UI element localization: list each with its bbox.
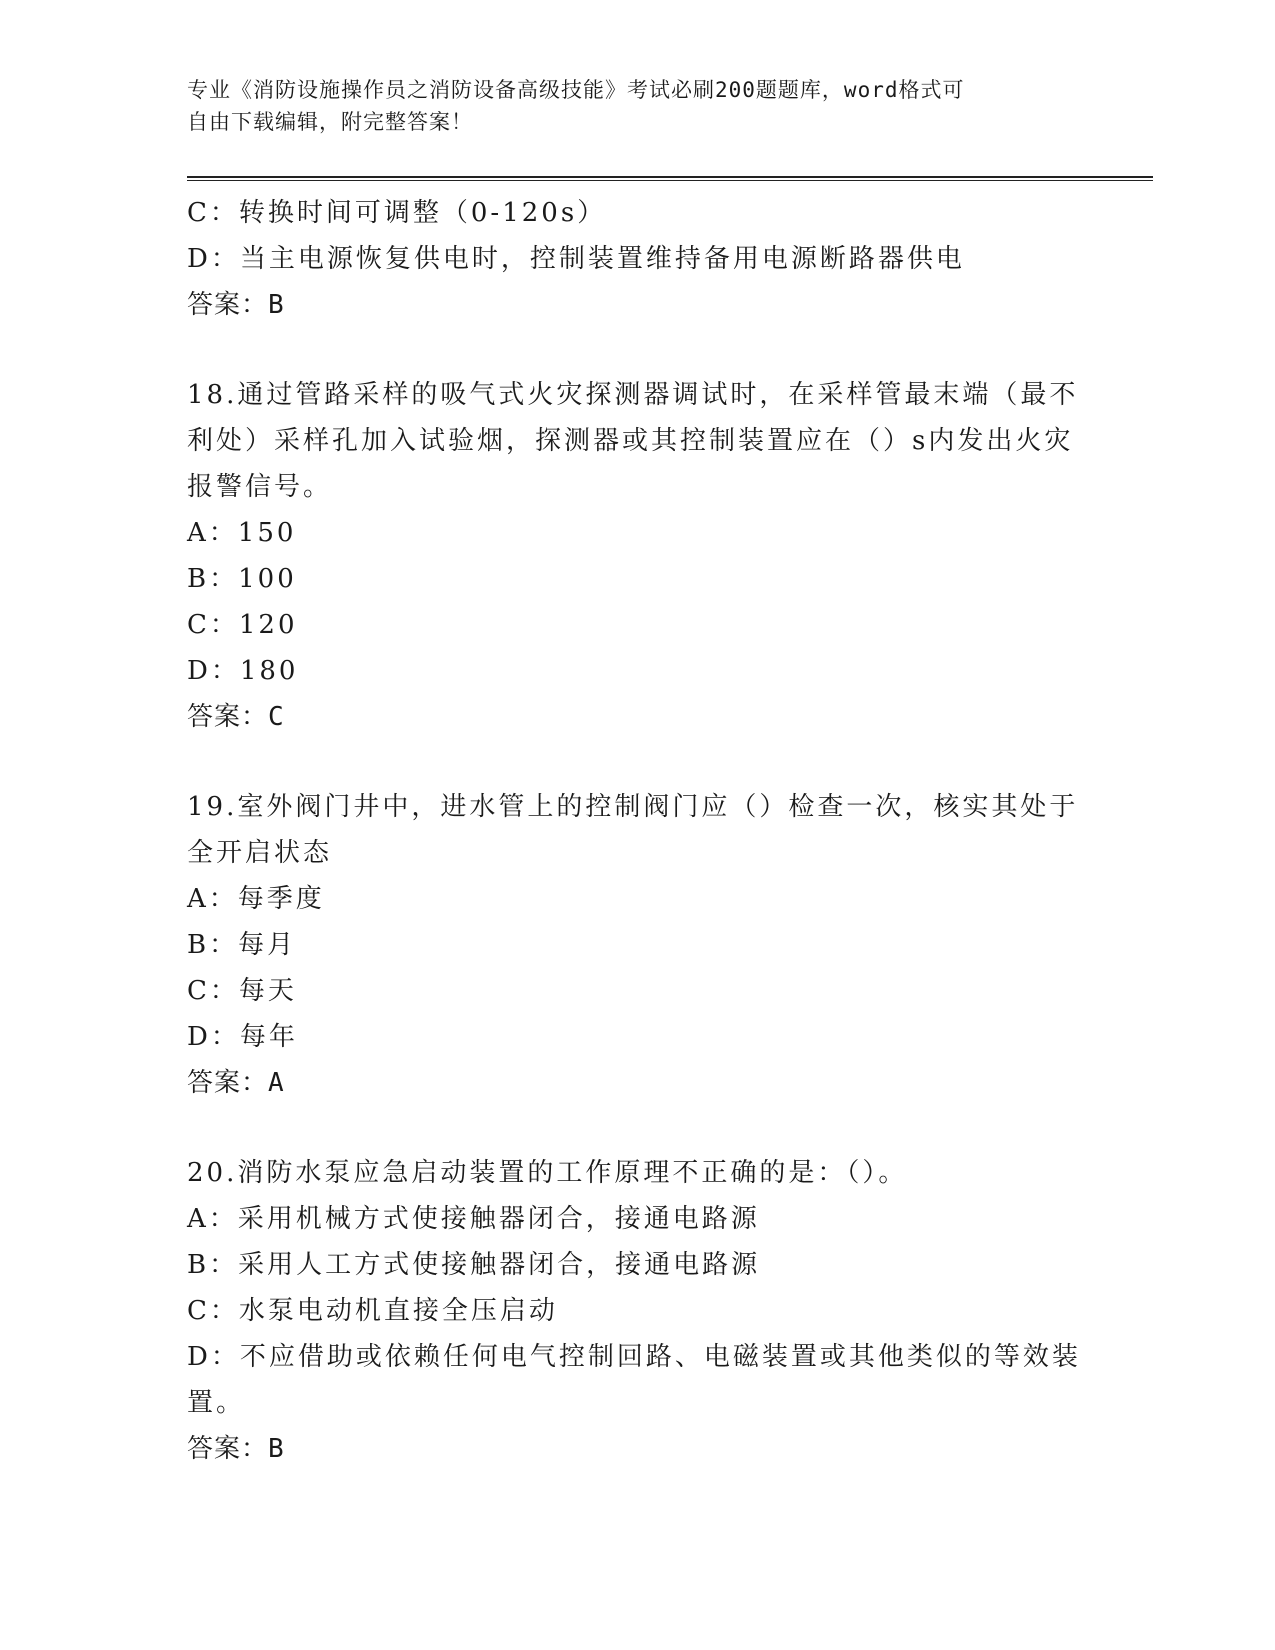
option-b: B：采用人工方式使接触器闭合，接通电路源 (187, 1250, 761, 1280)
option-a: A：采用机械方式使接触器闭合，接通电路源 (187, 1204, 760, 1234)
option-d: D：不应借助或依赖任何电气控制回路、电磁装置或其他类似的等效装 (187, 1342, 1081, 1372)
option-c: C：120 (187, 610, 298, 640)
option-b: B：100 (187, 564, 297, 594)
option-d: D：当主电源恢复供电时，控制装置维持备用电源断路器供电 (187, 244, 965, 274)
header-title-line-1: 专业《消防设施操作员之消防设备高级技能》考试必刷200题题库，word格式可 (187, 78, 965, 102)
answer: 答案：A (187, 1068, 285, 1098)
question-stem-line: 20.消防水泵应急启动装置的工作原理不正确的是：（）。 (187, 1158, 908, 1188)
option-d: D：每年 (187, 1022, 298, 1052)
header-title-line-2: 自由下载编辑，附完整答案！ (187, 110, 473, 134)
question-stem-line: 18.通过管路采样的吸气式火灾探测器调试时，在采样管最末端（最不 (187, 380, 1079, 410)
question-stem-line: 19.室外阀门井中，进水管上的控制阀门应（）检查一次，核实其处于 (187, 792, 1079, 822)
option-a: A：150 (187, 518, 297, 548)
answer: 答案：B (187, 1434, 285, 1464)
question-18 (187, 372, 1087, 740)
option-c: C：水泵电动机直接全压启动 (187, 1296, 558, 1326)
option-d-continued: 置。 (187, 1388, 246, 1418)
answer: 答案：B (187, 290, 285, 320)
option-a: A：每季度 (187, 884, 325, 914)
question-stem-line: 报警信号。 (187, 472, 333, 502)
question-19 (187, 784, 1087, 1106)
answer: 答案：C (187, 702, 285, 732)
option-b: B：每月 (187, 930, 297, 960)
document-header (187, 74, 1087, 138)
question-stem-line: 利处）采样孔加入试验烟，探测器或其控制装置应在（）s内发出火灾 (187, 426, 1074, 456)
question-stem-line: 全开启状态 (187, 838, 333, 868)
option-d: D：180 (187, 656, 299, 686)
option-c: C：转换时间可调整（0-120s） (187, 198, 607, 228)
option-c: C：每天 (187, 976, 297, 1006)
question-17-continued (187, 190, 1087, 328)
question-20 (187, 1150, 1087, 1472)
question-list (187, 190, 1087, 1472)
header-divider (187, 176, 1153, 181)
